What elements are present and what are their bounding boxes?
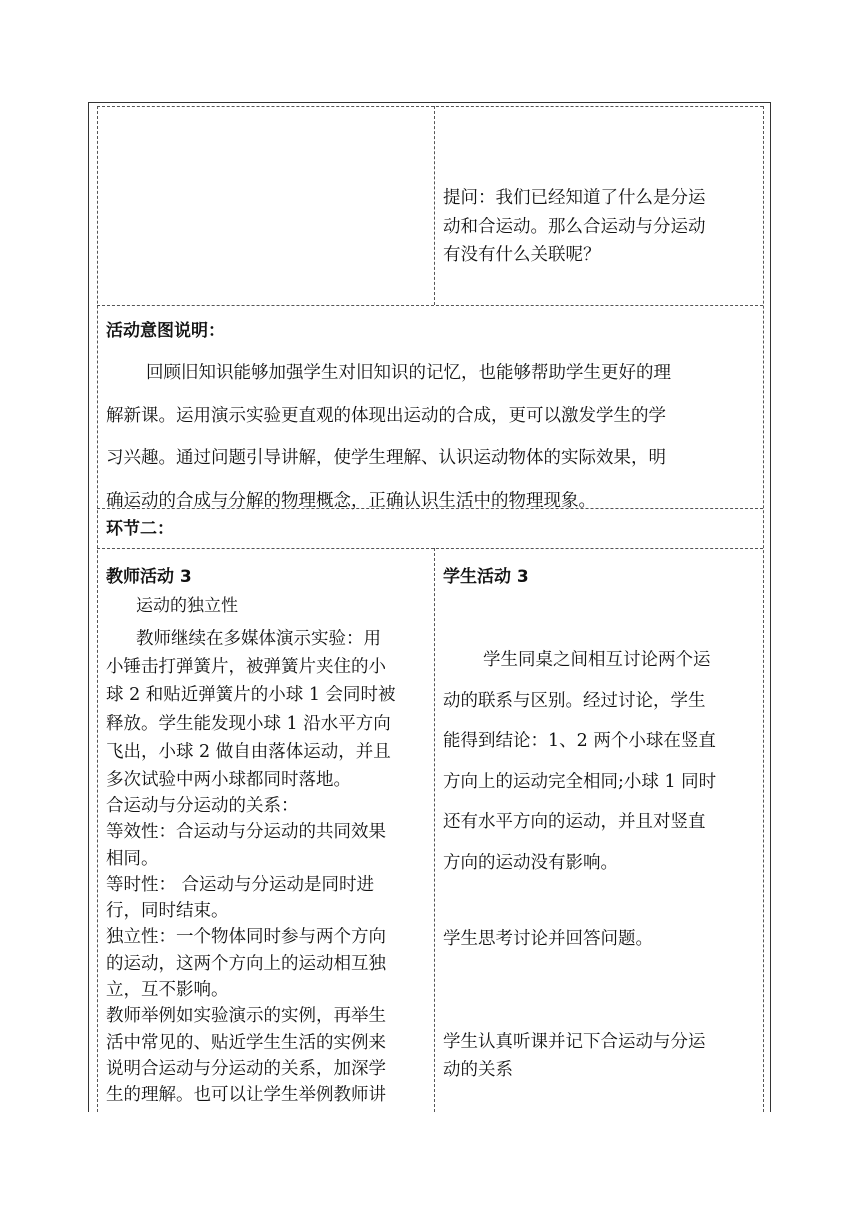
- text-line: 相同。: [106, 848, 159, 869]
- teacher-demo-paragraph: [106, 625, 396, 794]
- text-line: 活中常见的、贴近学生生活的实例来: [106, 1032, 386, 1053]
- student-activity-heading: 学生活动 3: [443, 567, 529, 587]
- text-line: 说明合运动与分运动的关系，加深学: [106, 1058, 386, 1079]
- text-line: 提问：我们已经知道了什么是分运: [443, 188, 706, 208]
- text-line: 动和合运动。那么合运动与分运动: [443, 216, 706, 237]
- text-line: 解新课。运用演示实验更直观的体现出运动的合成，更可以激发学生的学: [106, 405, 666, 426]
- teacher-relation-paragraph: [106, 793, 386, 1109]
- text-line: 等效性：合运动与分运动的共同效果: [106, 822, 386, 843]
- section-heading: 环节二：: [106, 519, 174, 539]
- student-notes-paragraph: [443, 1028, 706, 1084]
- row-divider-1: [97, 305, 763, 306]
- text-line: 多次试验中两小球都同时落地。: [106, 770, 351, 791]
- text-line: 独立性：一个物体同时参与两个方向: [106, 927, 386, 948]
- intent-paragraph: [106, 352, 671, 522]
- text-line: 飞出，小球 2 做自由落体运动，并且: [106, 741, 391, 762]
- text-line: 合运动与分运动的关系：: [106, 796, 299, 816]
- text-line: 学生同桌之间相互讨论两个运: [483, 650, 711, 670]
- text-line: 还有水平方向的运动，并且对竖直: [443, 812, 706, 832]
- text-line: 教师举例如实验演示的实例，再举生: [106, 1006, 386, 1027]
- teacher-activity-heading: 教师活动 3: [106, 567, 192, 587]
- text-line: 习兴趣。通过问题引导讲解，使学生理解、认识运动物体的实际效果，明: [106, 448, 666, 468]
- text-line: 生的理解。也可以让学生举例教师讲: [106, 1085, 386, 1106]
- text-line: 立，互不影响。: [106, 980, 229, 1001]
- question-cell-text: [443, 184, 706, 270]
- text-line: 动的联系与区别。经过讨论，学生: [443, 690, 706, 711]
- text-line: 方向上的运动完全相同;小球 1 同时: [443, 771, 717, 792]
- student-discuss-paragraph: [443, 640, 716, 883]
- intent-heading: 活动意图说明：: [106, 321, 225, 341]
- text-line: 方向的运动没有影响。: [443, 852, 618, 873]
- text-line: 行，同时结束。: [106, 901, 229, 922]
- table-right-border: [763, 106, 764, 1112]
- text-line: 回顾旧知识能够加强学生对旧知识的记忆，也能够帮助学生更好的理: [146, 363, 671, 383]
- column-divider-top: [434, 106, 435, 305]
- text-line: 释放。学生能发现小球 1 沿水平方向: [106, 713, 391, 734]
- row-divider-3: [97, 548, 763, 549]
- text-line: 等时性： 合运动与分运动是同时进: [106, 874, 375, 895]
- text-line: 确运动的合成与分解的物理概念，正确认识生活中的物理现象。: [106, 490, 596, 511]
- text-line: 学生认真听课并记下合运动与分运: [443, 1032, 706, 1052]
- table-left-border: [97, 106, 98, 1112]
- text-line: 有没有什么关联呢？: [443, 245, 601, 265]
- text-line: 球 2 和贴近弹簧片的小球 1 会同时被: [106, 685, 396, 706]
- column-divider-bottom: [434, 548, 435, 1112]
- teacher-topic: 运动的独立性: [136, 596, 238, 616]
- text-line: 动的关系: [443, 1060, 513, 1080]
- student-think-text: 学生思考讨论并回答问题。: [443, 929, 653, 949]
- text-line: 能得到结论：1、2 两个小球在竖直: [443, 731, 716, 751]
- text-line: 教师继续在多媒体演示实验：用: [136, 629, 381, 649]
- text-line: 小锤击打弹簧片，被弹簧片夹住的小: [106, 657, 386, 678]
- text-line: 的运动，这两个方向上的运动相互独: [106, 953, 386, 974]
- table-top-border: [97, 106, 763, 107]
